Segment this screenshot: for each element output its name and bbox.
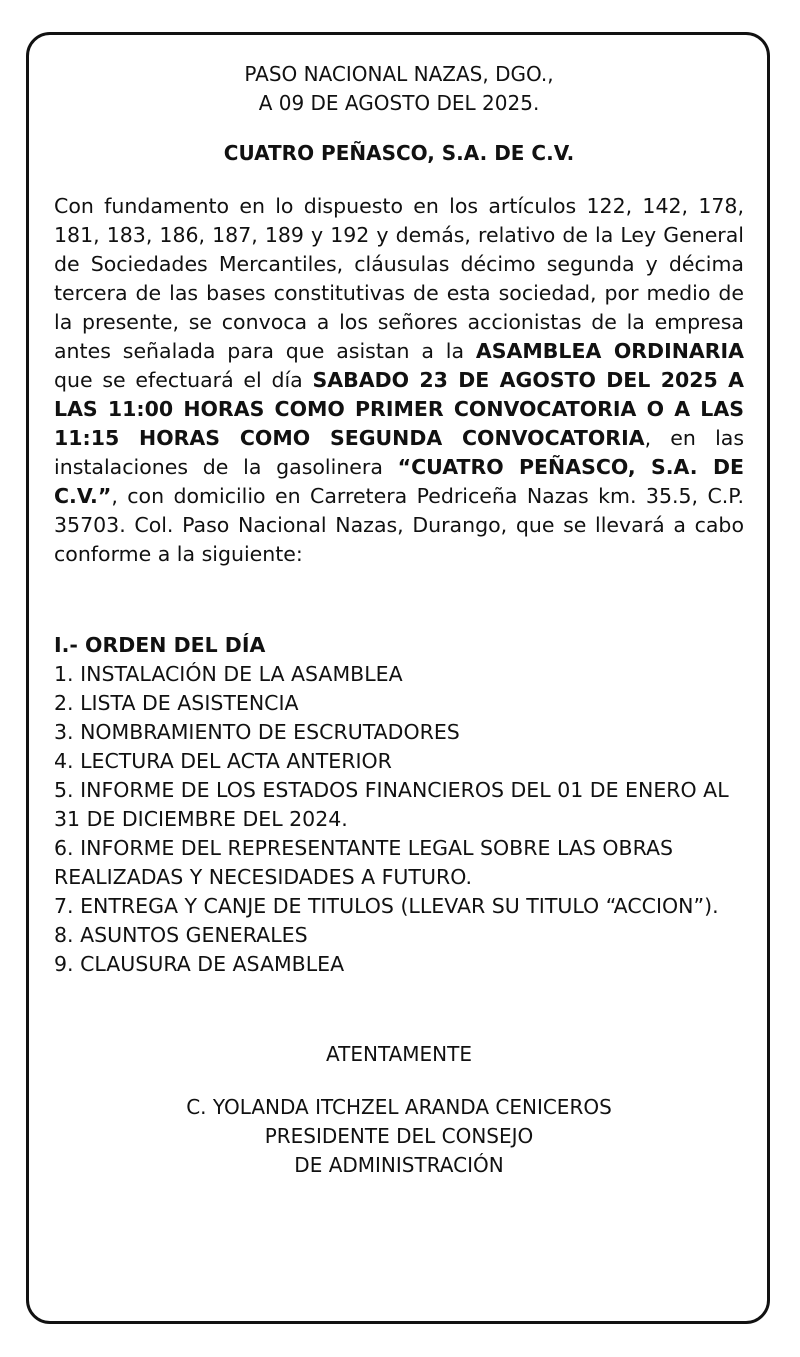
- header: [54, 60, 744, 118]
- body-text-1: Con fundamento en lo dispuesto en los artículos 122, 142, 178, 181, 183, 186, 187, 189 y 192 y demás, relativo de la Ley General de Sociedades Mercantiles, cláusulas décimo segunda y décima tercera de las bases constitutivas de esta sociedad, por medio de la presente, se convoca a los señores accionistas de la empresa antes señalada para que asistan a la: [54, 194, 744, 363]
- agenda-item: 7. ENTREGA Y CANJE DE TITULOS (LLEVAR SU TITULO “ACCION”).: [54, 894, 719, 918]
- agenda-item: 1. INSTALACIÓN DE LA ASAMBLEA: [54, 662, 403, 686]
- company-title: CUATRO PEÑASCO, S.A. DE C.V.: [223, 141, 575, 165]
- agenda-item: 2. LISTA DE ASISTENCIA: [54, 691, 299, 715]
- body-text-2: que se efectuará el día: [54, 368, 313, 392]
- convocation-paragraph: [54, 192, 744, 569]
- signatory-name: C. YOLANDA ITCHZEL ARANDA CENICEROS: [186, 1095, 612, 1119]
- agenda-item: 9. CLAUSURA DE ASAMBLEA: [54, 952, 345, 976]
- closing: ATENTAMENTE: [326, 1042, 472, 1066]
- body-text-4: , con domicilio en Carretera Pedriceña Nazas km. 35.5, C.P. 35703. Col. Paso Nacional Nazas, Durango, que se llevará a cabo conforme a la siguiente:: [54, 484, 744, 566]
- agenda-item: 5. INFORME DE LOS ESTADOS FINANCIEROS DEL 01 DE ENERO AL 31 DE DICIEMBRE DEL 2024.: [54, 778, 729, 831]
- agenda-item: 3. NOMBRAMIENTO DE ESCRUTADORES: [54, 720, 460, 744]
- header-place: PASO NACIONAL NAZAS, DGO.,: [244, 62, 554, 86]
- agenda-list: [54, 660, 744, 979]
- agenda-title: I.- ORDEN DEL DÍA: [54, 633, 266, 657]
- signatory-role-1: PRESIDENTE DEL CONSEJO: [264, 1124, 534, 1148]
- body-text-3: , en las instalaciones de la gasolinera: [54, 426, 745, 479]
- agenda-item: 8. ASUNTOS GENERALES: [54, 923, 308, 947]
- agenda-item: 4. LECTURA DEL ACTA ANTERIOR: [54, 749, 392, 773]
- notice-content: [54, 60, 744, 1180]
- assembly-venue: “CUATRO PEÑASCO, S.A. DE C.V.”: [54, 455, 744, 508]
- signature-block: [54, 1093, 744, 1180]
- signatory-role-2: DE ADMINISTRACIÓN: [294, 1153, 504, 1177]
- header-date: A 09 DE AGOSTO DEL 2025.: [258, 91, 540, 115]
- assembly-type: ASAMBLEA ORDINARIA: [475, 339, 744, 363]
- assembly-schedule: SABADO 23 DE AGOSTO DEL 2025 A LAS 11:00 HORAS COMO PRIMER CONVOCATORIA O A LAS 11:15 HORAS COMO SEGUNDA CONVOCATORIA: [54, 368, 744, 450]
- agenda-item: 6. INFORME DEL REPRESENTANTE LEGAL SOBRE LAS OBRAS REALIZADAS Y NECESIDADES A FUTURO.: [54, 836, 674, 889]
